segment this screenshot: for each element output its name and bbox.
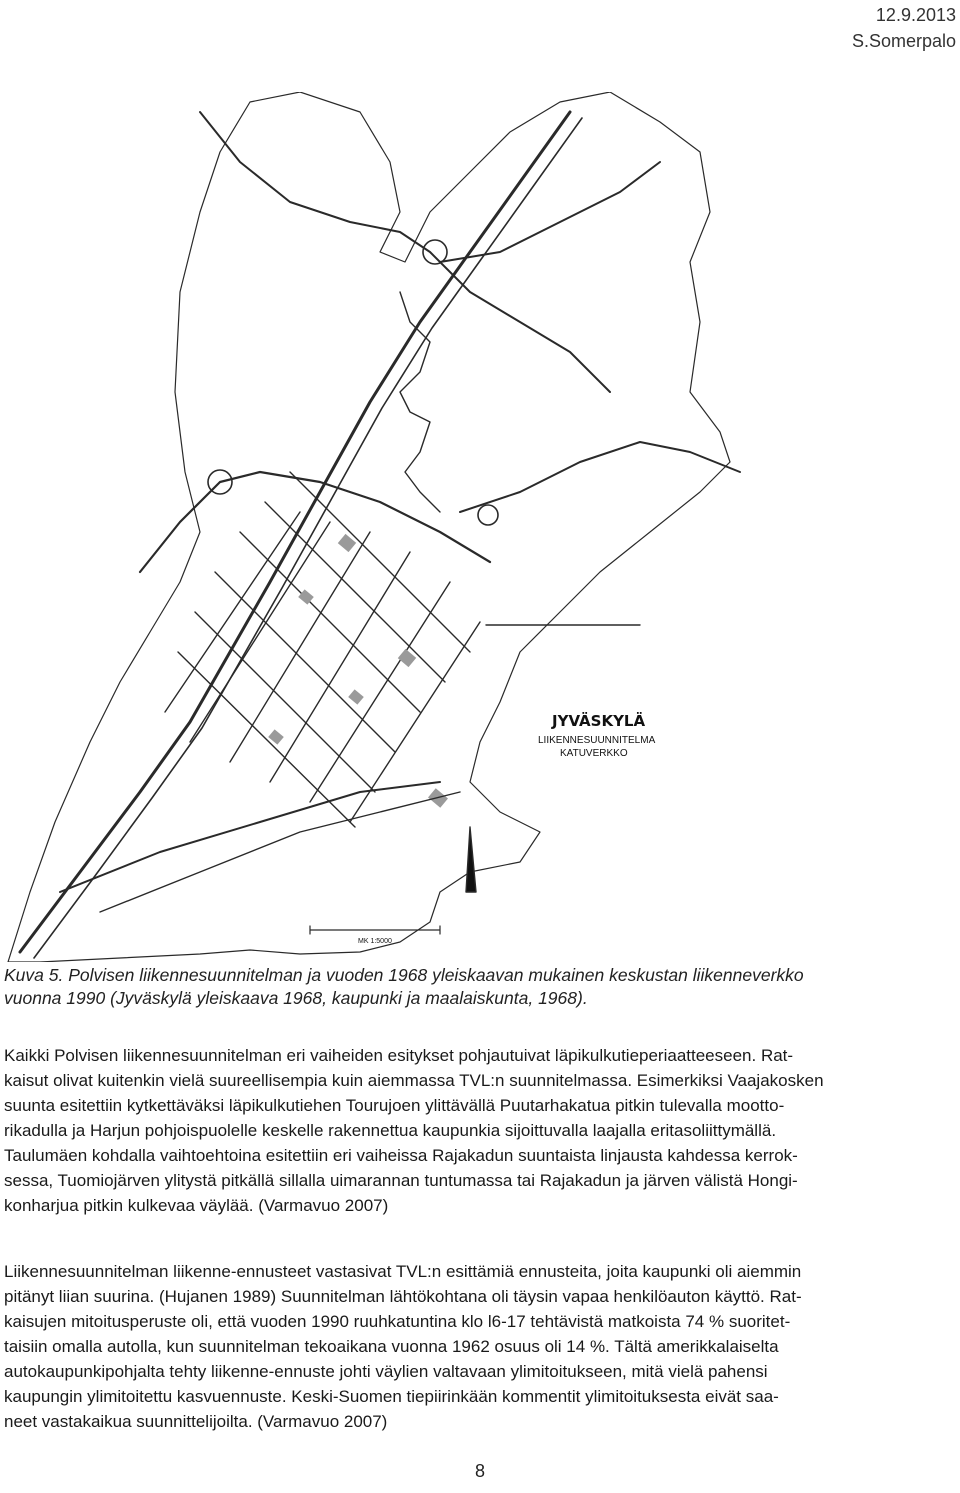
paragraph-1-line: kaisut olivat kuitenkin vielä suureellisempia kuin aiemmassa TVL:n suunnitelmassa. Esimerkiksi Vaajakosken: [4, 1071, 824, 1090]
paragraph-1-line: Kaikki Polvisen liikennesuunnitelman eri vaiheiden esitykset pohjautuivat läpikulkutieperiaatteeseen. Rat-: [4, 1046, 794, 1065]
paragraph-2-line: neet vastakaikua suunnittelijoilta. (Varmavuo 2007): [4, 1412, 388, 1431]
map-boundary: [8, 92, 730, 962]
paragraph-2-line: kaupungin ylimitoitettu kasvuennuste. Keski-Suomen tiepiirinkään kommentit ylimitoituksesta eivät saa-: [4, 1387, 779, 1406]
header-author: S.Somerpalo: [851, 31, 956, 51]
southern-road: [60, 782, 440, 892]
motorway-parallel: [34, 118, 582, 958]
paragraph-2-line: Liikennesuunnitelman liikenne-ennusteet vastasivat TVL:n esittämiä ennusteita, joita kaupunki oli aiemmin: [4, 1262, 802, 1281]
paragraph-2: [4, 1259, 954, 1434]
map-subtitle-line1: LIIKENNESUUNNITELMA: [538, 735, 656, 746]
paragraph-1-line: rikadulla ja Harjun pohjoispuolelle keskelle rakennettua kaupunkia sijoittuvalla laajalla eritasoliittymällä.: [4, 1121, 777, 1140]
page-number: 8: [474, 1461, 485, 1481]
western-road: [140, 472, 490, 572]
north-arrow: [466, 827, 476, 892]
northern-ring: [200, 112, 610, 392]
paragraph-1-line: Taulumäen kohdalla vaihtoehtoina esitettiin eri vaiheissa Rajakadun suuntaista linjausta kahdessa kerrok-: [4, 1146, 798, 1165]
map-scale-label: MK 1:5000: [358, 938, 392, 945]
paragraph-2-line: pitänyt liian suurina. (Hujanen 1989) Suunnitelman lähtökohtana oli täysin vapaa henkilöauton käyttö. Rat-: [4, 1287, 802, 1306]
map-title: JYVÄSKYLÄ: [552, 712, 646, 730]
paragraph-1-line: suunta esitettiin kytkettäväksi läpikulkutiehen Tourujoen ylittävällä Puutarhakatua pitkin tulevalla mootto-: [4, 1096, 785, 1115]
scale-bar: [310, 926, 440, 934]
railway: [100, 792, 460, 912]
paragraph-1: [4, 1043, 954, 1218]
paragraph-2-line: kaisujen mitoitusperuste oli, että vuoden 1990 ruuhkatuntina klo l6-17 tehtävistä matkoista 74 % suoritet-: [4, 1312, 791, 1331]
paragraph-2-line: autokaupunkipohjalta tehty liikenne-ennuste johti väylien valtavaan ylimitoitukseen, mitä vielä pahensi: [4, 1362, 768, 1381]
eastern-interchange: [460, 442, 740, 512]
paragraph-1-line: sessa, Tuomiojärven ylitystä pitkällä sillalla uimarannan tuntumassa tai Rajakadun ja järven välistä Hongi-: [4, 1171, 798, 1190]
figure-caption: [4, 964, 954, 1010]
page-header: [852, 2, 956, 54]
paragraph-2-line: taisiin omalla autolla, kun suunnitelman tekoaikana vuonna 1962 osuus oli 14 %. Tältä amerikkalaiselta: [4, 1337, 779, 1356]
paragraph-1-line: konharjua pitkin kulkevaa väylää. (Varmavuo 2007): [4, 1196, 389, 1215]
street-network-map: [0, 92, 960, 962]
caption-line1: Kuva 5. Polvisen liikennesuunnitelman ja vuoden 1968 yleiskaavan mukainen keskustan liikenneverkko: [4, 965, 804, 985]
header-date: 12.9.2013: [875, 5, 956, 25]
caption-line2: vuonna 1990 (Jyväskylä yleiskaava 1968, kaupunki ja maalaiskunta, 1968).: [4, 988, 588, 1008]
map-subtitle-line2: KATUVERKKO: [560, 748, 628, 759]
city-grid: [165, 472, 480, 827]
